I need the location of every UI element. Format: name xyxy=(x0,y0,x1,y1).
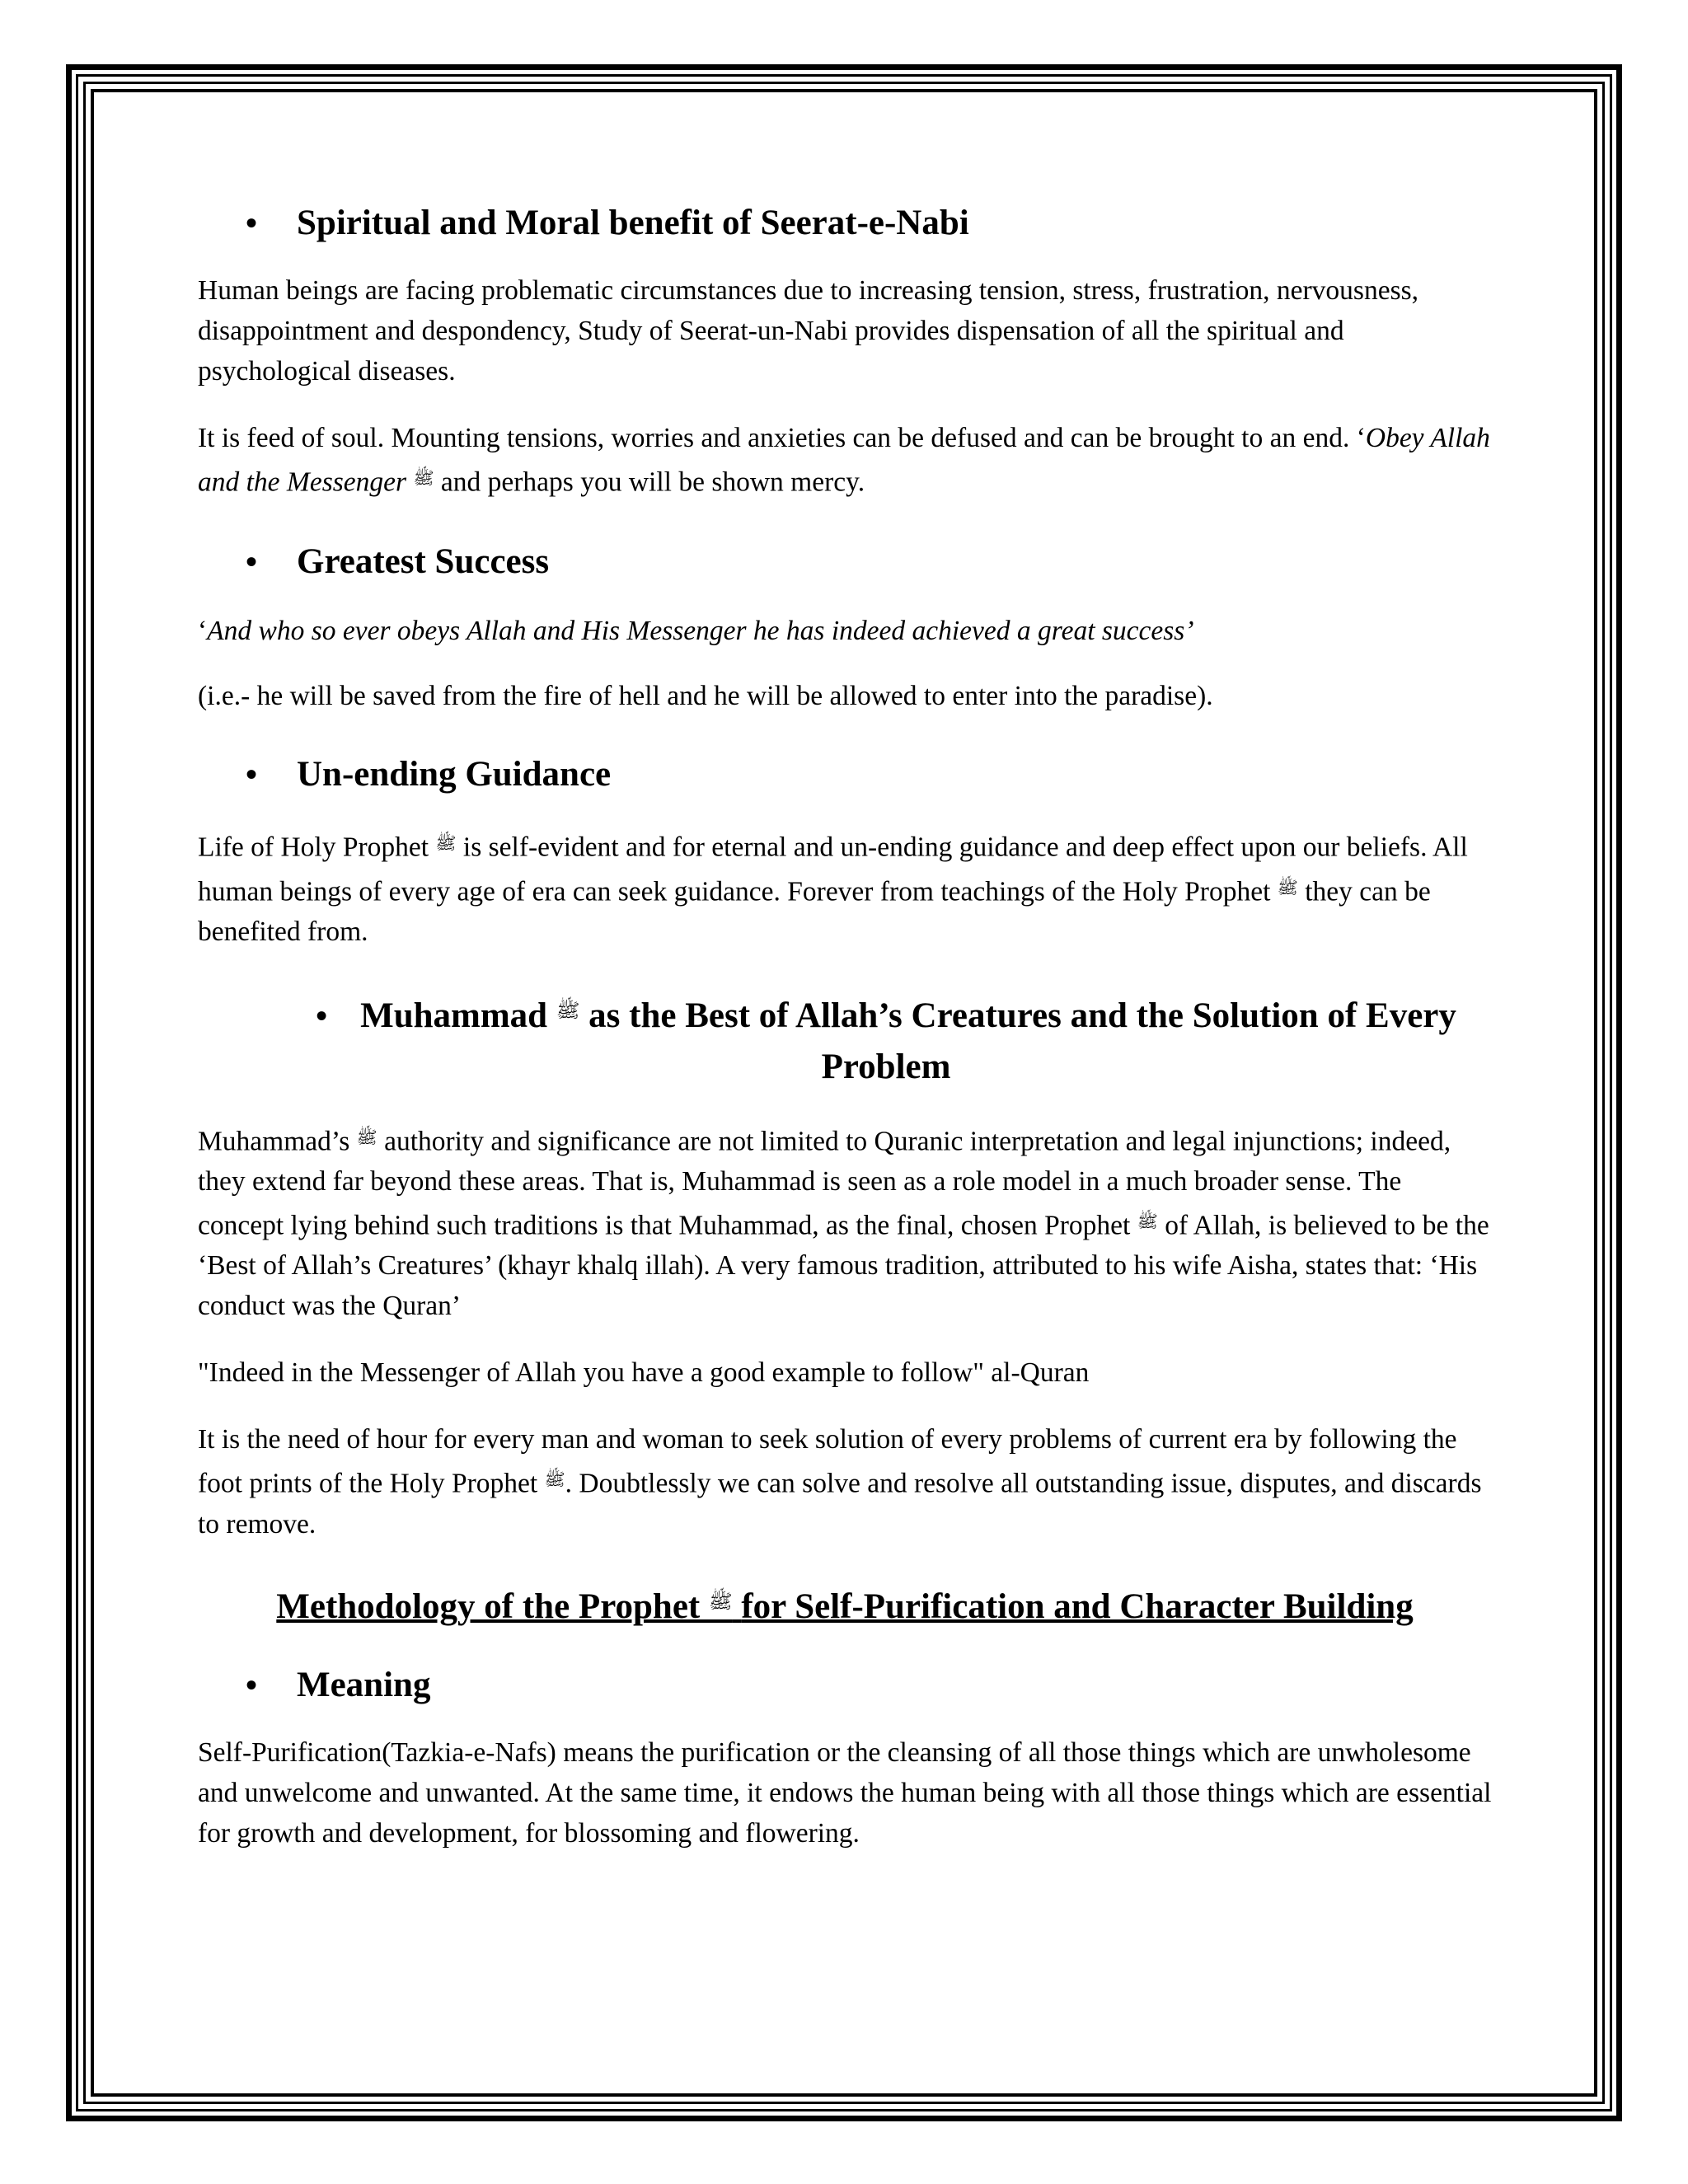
pbuh-icon: ﷺ xyxy=(544,1469,565,1490)
pbuh-icon: ﷺ xyxy=(1137,1212,1158,1231)
pbuh-icon: ﷺ xyxy=(1277,877,1298,898)
pbuh-icon: ﷺ xyxy=(435,833,457,854)
paragraph-best-of-creatures-3: It is the need of hour for every man and woman to seek solution of every problems of current era by following the foot prints of the Holy Prophet $^ﷺ$. Doubtlessly we can solve and resolve all outstanding issue, disputes, and discards to remove. xyxy=(198,1424,1482,1540)
paragraph-best-of-creatures-2: "Indeed in the Messenger of Allah you have a good example to follow" al-Quran xyxy=(198,1357,1090,1389)
pbuh-icon: ﷺ xyxy=(556,998,580,1022)
bullet-icon: • xyxy=(246,543,258,581)
bullet-icon: • xyxy=(246,756,258,794)
pbuh-icon: ﷺ xyxy=(356,1127,377,1147)
paragraph-spiritual-1: Human beings are facing problematic circumstances due to increasing tension, stress, frustration, nervousness, disappointment and despondency, Study of Seerat-un-Nabi provides dispensation of all the spiritual and psychological diseases. xyxy=(198,275,1419,387)
paragraph-meaning: Self-Purification(Tazkia-e-Nafs) means the purification or the cleansing of all those things which are unwholesome and unwelcome and unwanted. At the same time, it endows the human being with all those things which are essential for growth and development, for blossoming and flowering. xyxy=(198,1737,1492,1849)
heading-unending-guidance: • Un-ending Guidance xyxy=(198,752,1492,797)
bullet-icon: • xyxy=(316,996,328,1034)
quote-greatest-success: ‘And who so ever obeys Allah and His Messenger he has indeed achieved a great success’ xyxy=(198,616,1194,647)
paragraph-spiritual-2: It is feed of soul. Mounting tensions, worries and anxieties can be defused and can be brought to an end. ‘Obey Allah and the Messenger $^ﷺ$ and perhaps you will be shown mercy. xyxy=(198,423,1490,498)
title-methodology-of-prophet: Methodology of the Prophet $^ﷺ$ for Self-Purification and Character Building xyxy=(276,1586,1414,1626)
bullet-icon: • xyxy=(246,1666,258,1704)
paragraph-best-of-creatures-1: Muhammad’s $^ﷺ$ authority and significance are not limited to Quranic interpretation and legal injunctions; indeed, they extend far beyond these areas. That is, Muhammad is seen as a role model in a much broader sense. The concept lying behind such traditions is that Muhammad, as the final, chosen Prophet $^ﷺ$ of Allah, is believed to be the ‘Best of Allah’s Creatures’ (khayr khalq illah). A very famous tradition, attributed to his wife Aisha, states that: ‘His conduct was the Quran’ xyxy=(198,1126,1489,1322)
heading-greatest-success: • Greatest Success xyxy=(198,540,1492,584)
pbuh-icon: ﷺ xyxy=(413,468,434,488)
heading-best-of-creatures: • Muhammad $^ﷺ$ as the Best of Allah’s Creatures and the Solution of Every Problem xyxy=(316,996,1456,1086)
pbuh-icon: ﷺ xyxy=(709,1589,733,1613)
bullet-icon: • xyxy=(246,204,258,241)
heading-spiritual-moral-benefit: • Spiritual and Moral benefit of Seerat-e-Nabi xyxy=(198,201,1492,246)
document-body xyxy=(198,190,1492,1854)
quote-obey-allah: Obey Allah and the Messenger xyxy=(198,423,1490,498)
paragraph-unending-guidance: Life of Holy Prophet $^ﷺ$ is self-evident and for eternal and un-ending guidance and deep effect upon our beliefs. All human beings of every age of era can seek guidance. Forever from teachings of the Holy Prophet $^ﷺ$ they can be benefited from. xyxy=(198,832,1468,947)
paragraph-greatest-success: (i.e.- he will be saved from the fire of hell and he will be allowed to enter into the paradise). xyxy=(198,681,1213,712)
heading-meaning: • Meaning xyxy=(198,1663,1492,1708)
